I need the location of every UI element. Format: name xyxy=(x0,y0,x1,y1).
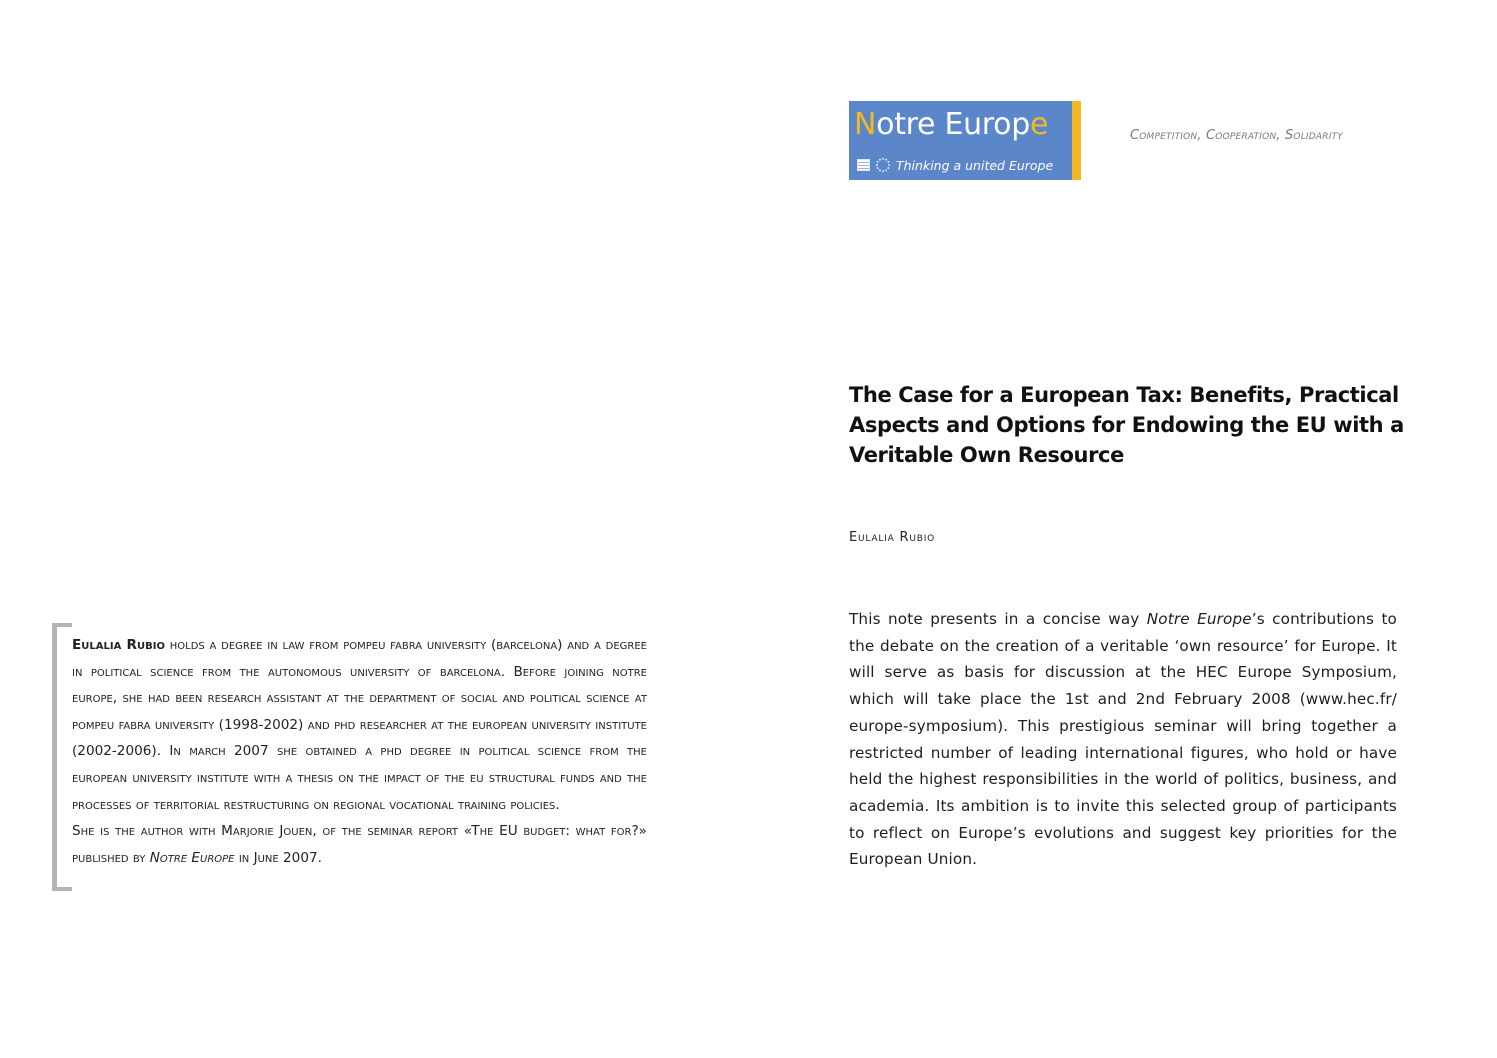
eu-stars-icon xyxy=(875,157,891,173)
document-lines-icon xyxy=(857,159,870,171)
logo-accent-bar xyxy=(1072,101,1081,180)
logo-tagline: Thinking a united Europe xyxy=(896,157,1054,173)
header-motto: Competition, Cooperation, Solidarity xyxy=(1130,128,1343,143)
bio-org-name: Notre Europe xyxy=(149,849,235,866)
bio-paragraph-1-text: holds a degree in law from pompeu fabra university (barcelona) and a degree in political science from the autonomous university of barcelona. Before joining notre europe, she had been research assistant at the department of social and political science at pompeu fabra university (1998-2002) and phd researcher at the european university institute (2002-2006). In march 2007 she obtained a phd degree in political science from the european university institute with a thesis on the impact of the eu structural funds and the processes of territorial restructuring on regional vocational training policies. xyxy=(72,637,648,813)
document-author: Eulalia Rubio xyxy=(849,530,936,545)
logo-name xyxy=(854,107,1048,142)
abstract-org-name: Notre Europe xyxy=(1146,610,1252,628)
document-title: The Case for a European Tax: Benefits, Practical Aspects and Options for Endowing the EU with a Veritable Own Resource xyxy=(849,383,1404,467)
bio-bracket xyxy=(52,623,72,891)
logo-name-final-letter: e xyxy=(1029,107,1049,142)
bio-paragraph-2-end: in June 2007. xyxy=(234,849,322,866)
abstract-text-start: This note presents in a concise way xyxy=(849,610,1147,628)
notre-europe-logo xyxy=(849,101,1081,180)
bio-paragraph-2 xyxy=(72,818,647,871)
abstract-text-rest: ’s contributions to the debate on the creation of a veritable ‘own resource’ for Europe. It will serve as basis for discussion at the HEC Europe Symposium, which will take place the 1st and 2nd February 2008 (www.hec.fr/ europe-symposium). This prestigious seminar will bring together a restricted number of leading international figures, who hold or have held the highest responsibilities in the world of politics, business, and academia. Its ambition is to invite this selected group of participants to reflect on Europe’s evolutions and suggest key priorities for the European Union. xyxy=(849,610,1397,869)
bio-author-name: Eulalia Rubio xyxy=(72,637,165,653)
logo-name-middle: otre Europ xyxy=(876,107,1030,142)
logo-name-initial: N xyxy=(854,107,877,142)
logo-tagline-row xyxy=(857,157,1053,173)
bio-paragraph-2-text: She is the author with Marjorie Jouen, of the seminar report «The EU budget: what for?» published by xyxy=(72,823,647,866)
document-abstract xyxy=(849,606,1397,873)
bio-paragraph-1 xyxy=(72,632,647,818)
author-biography xyxy=(72,632,647,871)
